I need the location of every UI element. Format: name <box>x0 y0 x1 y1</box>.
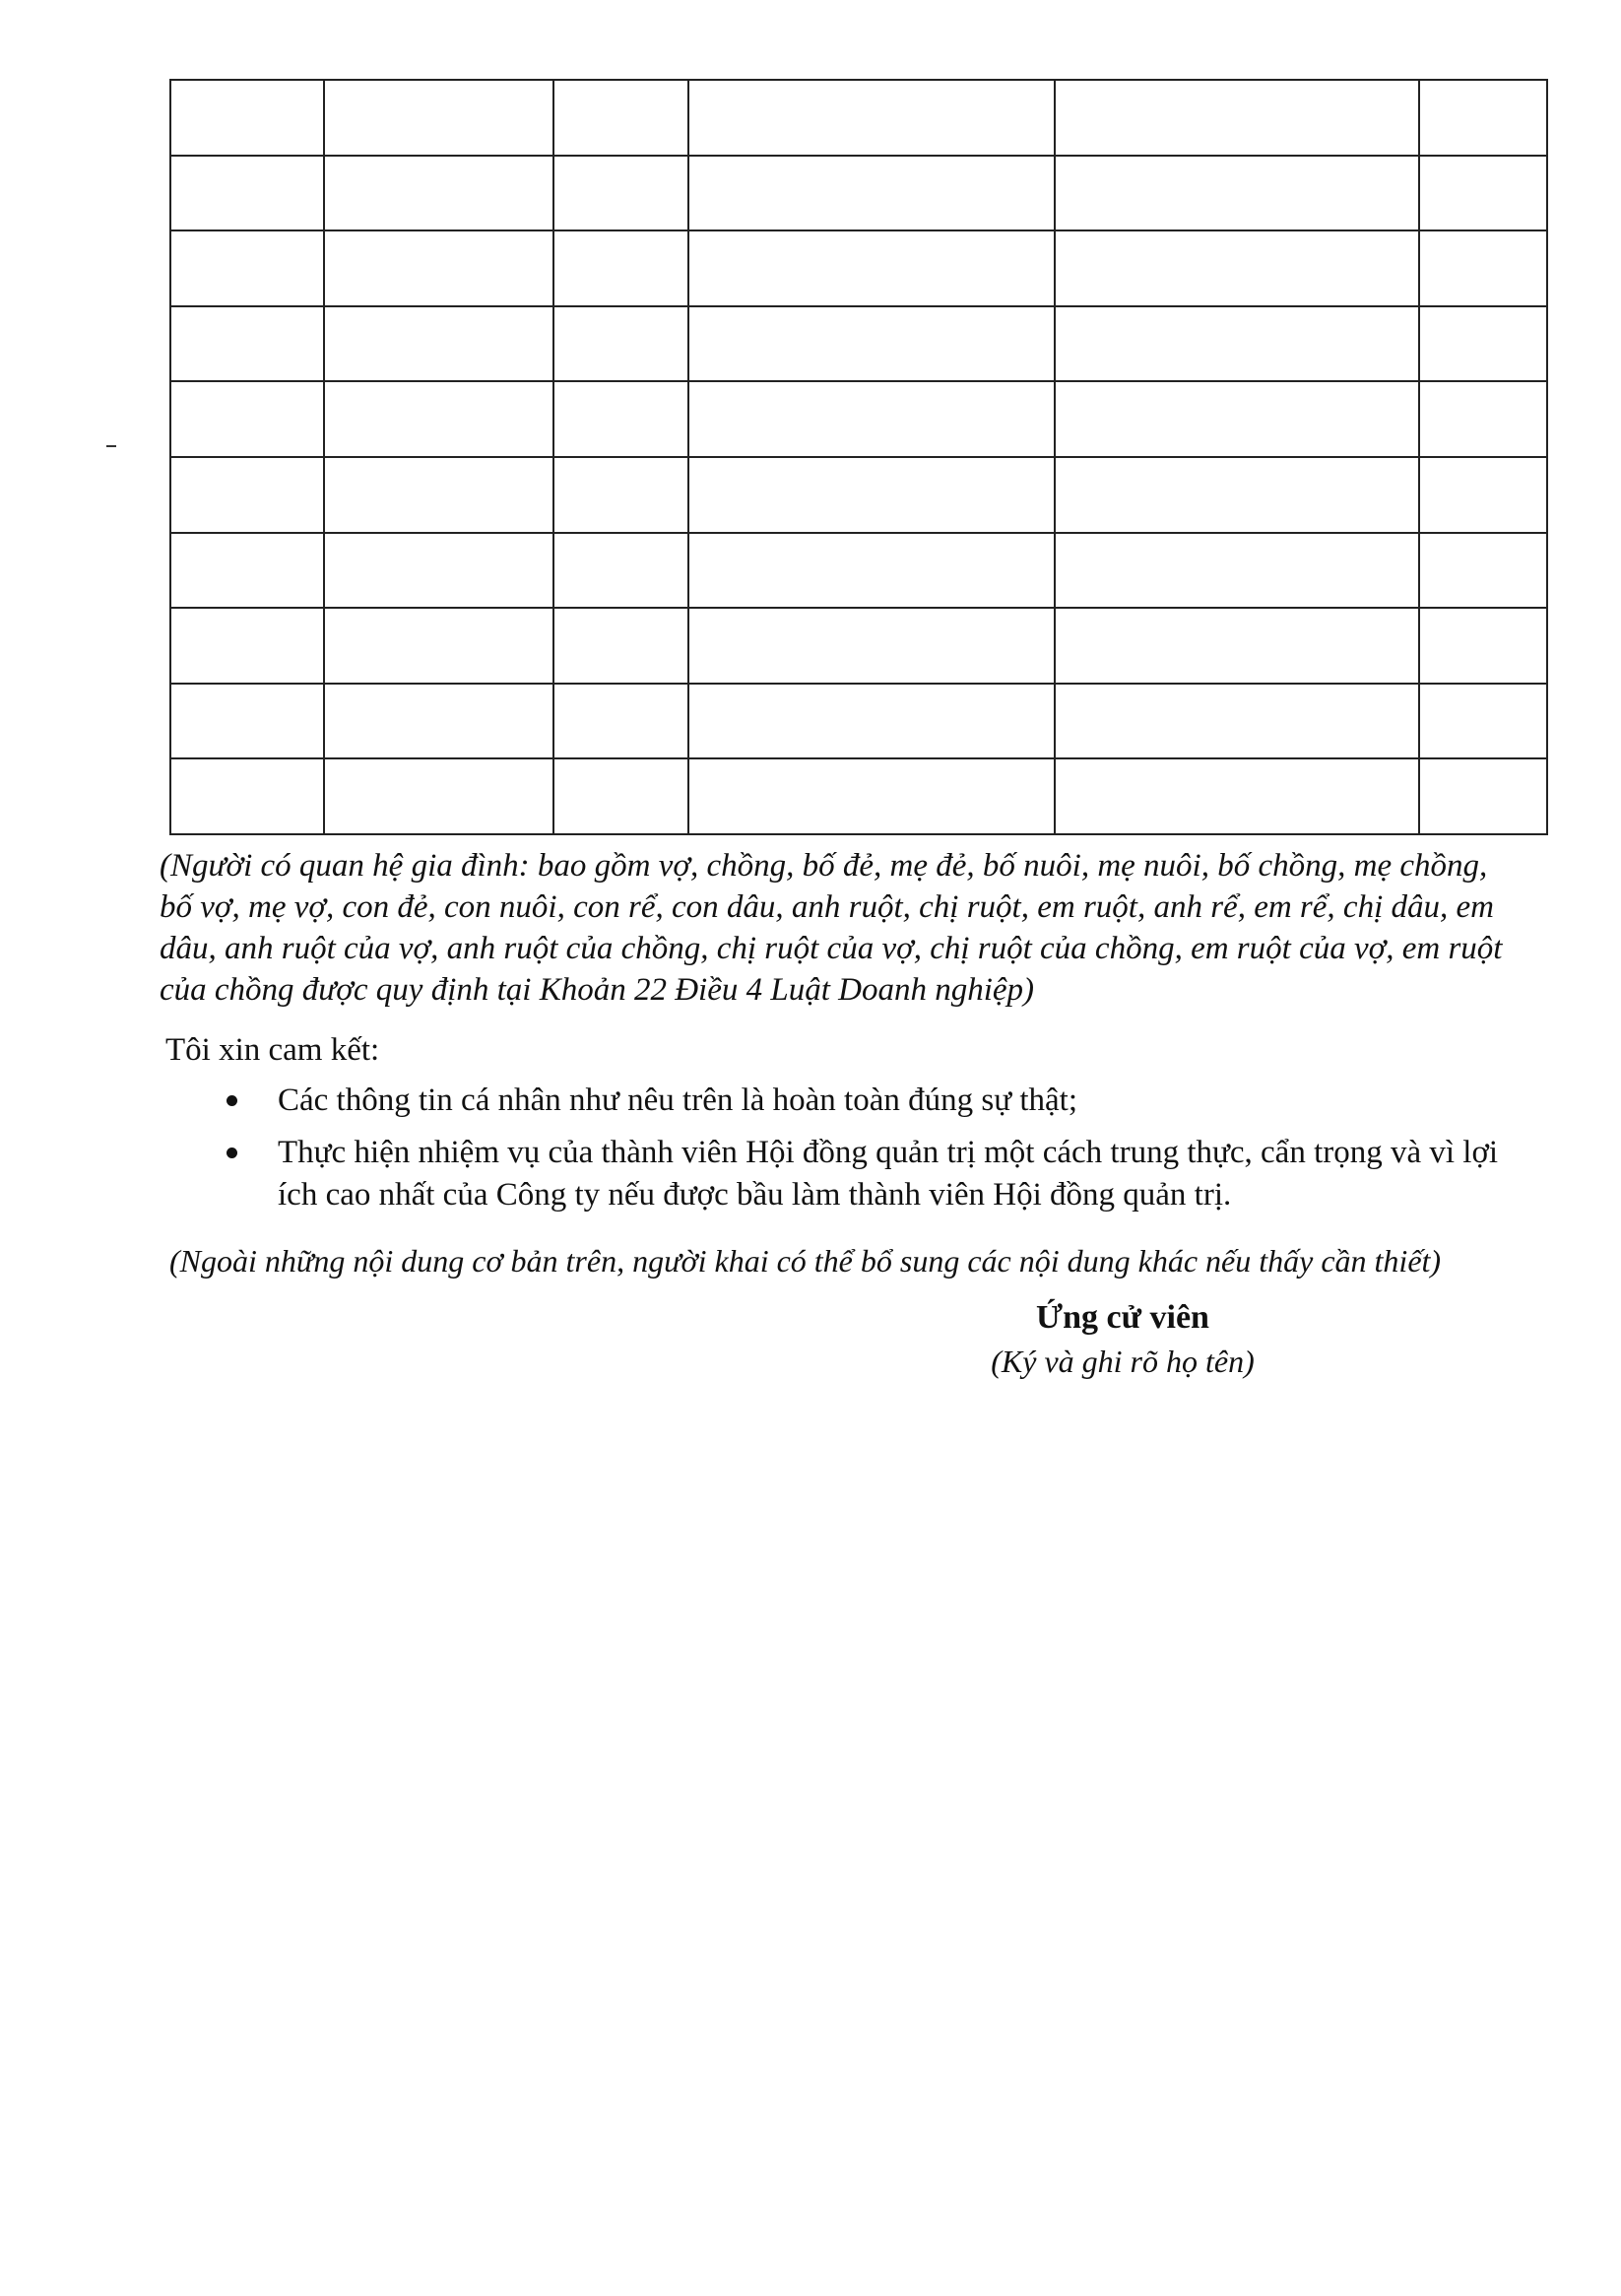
table-cell <box>1419 156 1547 231</box>
table-cell <box>688 684 1055 759</box>
table-cell <box>170 80 324 156</box>
table-row <box>170 381 1547 457</box>
table-cell <box>688 457 1055 533</box>
table-row <box>170 684 1547 759</box>
table-row <box>170 533 1547 609</box>
table-cell <box>553 533 688 609</box>
table-cell <box>1419 608 1547 684</box>
signature-title: Ứng cử viên <box>1036 1299 1209 1336</box>
table-cell <box>553 156 688 231</box>
family-relations-note: (Người có quan hệ gia đình: bao gồm vợ, chồng, bố đẻ, mẹ đẻ, bố nuôi, mẹ nuôi, bố chồng, mẹ chồng, bố vợ, mẹ vợ, con đẻ, con nuôi, con rể, con dâu, anh ruột, chị ruột, em ruột, anh rể, em rể, chị dâu, em dâu, anh ruột của vợ, anh ruột của chồng, chị ruột của vợ, chị ruột của chồng, em ruột của vợ, em ruột của chồng được quy định tại Khoản 22 Điều 4 Luật Doanh nghiệp) <box>160 848 1503 1008</box>
table-cell <box>688 306 1055 382</box>
table-cell <box>1055 684 1419 759</box>
table-cell <box>553 381 688 457</box>
signature-block <box>945 1296 1300 1383</box>
table-cell <box>1055 608 1419 684</box>
table-cell <box>1419 533 1547 609</box>
table-cell <box>553 80 688 156</box>
table-cell <box>324 758 553 834</box>
commitment-item <box>227 1080 1526 1122</box>
table-cell <box>1055 306 1419 382</box>
table-cell <box>688 80 1055 156</box>
table-cell <box>1055 156 1419 231</box>
table-cell <box>170 306 324 382</box>
table-row <box>170 80 1547 156</box>
table-cell <box>324 684 553 759</box>
table-cell <box>1055 533 1419 609</box>
table-cell <box>553 684 688 759</box>
table-cell <box>553 230 688 306</box>
table-cell <box>170 684 324 759</box>
commitment-item <box>227 1132 1526 1216</box>
table-cell <box>688 608 1055 684</box>
table-row <box>170 306 1547 382</box>
table-row <box>170 457 1547 533</box>
table-cell <box>1419 758 1547 834</box>
table-cell <box>170 230 324 306</box>
table-cell <box>170 533 324 609</box>
table-row <box>170 230 1547 306</box>
commitment-item-text: Thực hiện nhiệm vụ của thành viên Hội đồng quản trị một cách trung thực, cẩn trọng và vì lợi ích cao nhất của Công ty nếu được bầu làm thành viên Hội đồng quản trị. <box>278 1135 1499 1213</box>
table-cell <box>1419 684 1547 759</box>
bullet-icon <box>227 1095 237 1106</box>
commitment-list <box>227 1080 1526 1226</box>
table-cell <box>553 306 688 382</box>
commitment-item-text: Các thông tin cá nhân như nêu trên là hoàn toàn đúng sự thật; <box>278 1082 1077 1118</box>
table-cell <box>1419 457 1547 533</box>
table-cell <box>688 533 1055 609</box>
table-cell <box>170 608 324 684</box>
table-cell <box>1055 80 1419 156</box>
table-cell <box>1055 457 1419 533</box>
table-cell <box>1055 381 1419 457</box>
table-cell <box>688 381 1055 457</box>
table-cell <box>1055 230 1419 306</box>
table-cell <box>1419 306 1547 382</box>
table-cell <box>1419 230 1547 306</box>
table-cell <box>324 156 553 231</box>
table-cell <box>1419 381 1547 457</box>
table-row <box>170 156 1547 231</box>
family-relations-table <box>169 79 1548 835</box>
table-cell <box>170 156 324 231</box>
table-cell <box>170 457 324 533</box>
table-cell <box>553 457 688 533</box>
table-cell <box>1419 80 1547 156</box>
table-cell <box>170 758 324 834</box>
table-row <box>170 608 1547 684</box>
table-cell <box>324 306 553 382</box>
table-cell <box>324 457 553 533</box>
table-cell <box>688 230 1055 306</box>
scan-mark <box>106 445 116 447</box>
table-cell <box>324 80 553 156</box>
additional-content-note: (Ngoài những nội dung cơ bản trên, người khai có thể bổ sung các nội dung khác nếu thấy cần thiết) <box>169 1243 1442 1279</box>
table-cell <box>324 533 553 609</box>
bullet-icon <box>227 1148 237 1158</box>
table-cell <box>553 608 688 684</box>
table-cell <box>170 381 324 457</box>
signature-instruction: (Ký và ghi rõ họ tên) <box>991 1344 1255 1379</box>
table-cell <box>1055 758 1419 834</box>
table-cell <box>688 156 1055 231</box>
table-cell <box>324 230 553 306</box>
table-cell <box>324 381 553 457</box>
table-cell <box>324 608 553 684</box>
table-cell <box>688 758 1055 834</box>
table-row <box>170 758 1547 834</box>
table-cell <box>553 758 688 834</box>
commitment-intro: Tôi xin cam kết: <box>165 1032 380 1068</box>
